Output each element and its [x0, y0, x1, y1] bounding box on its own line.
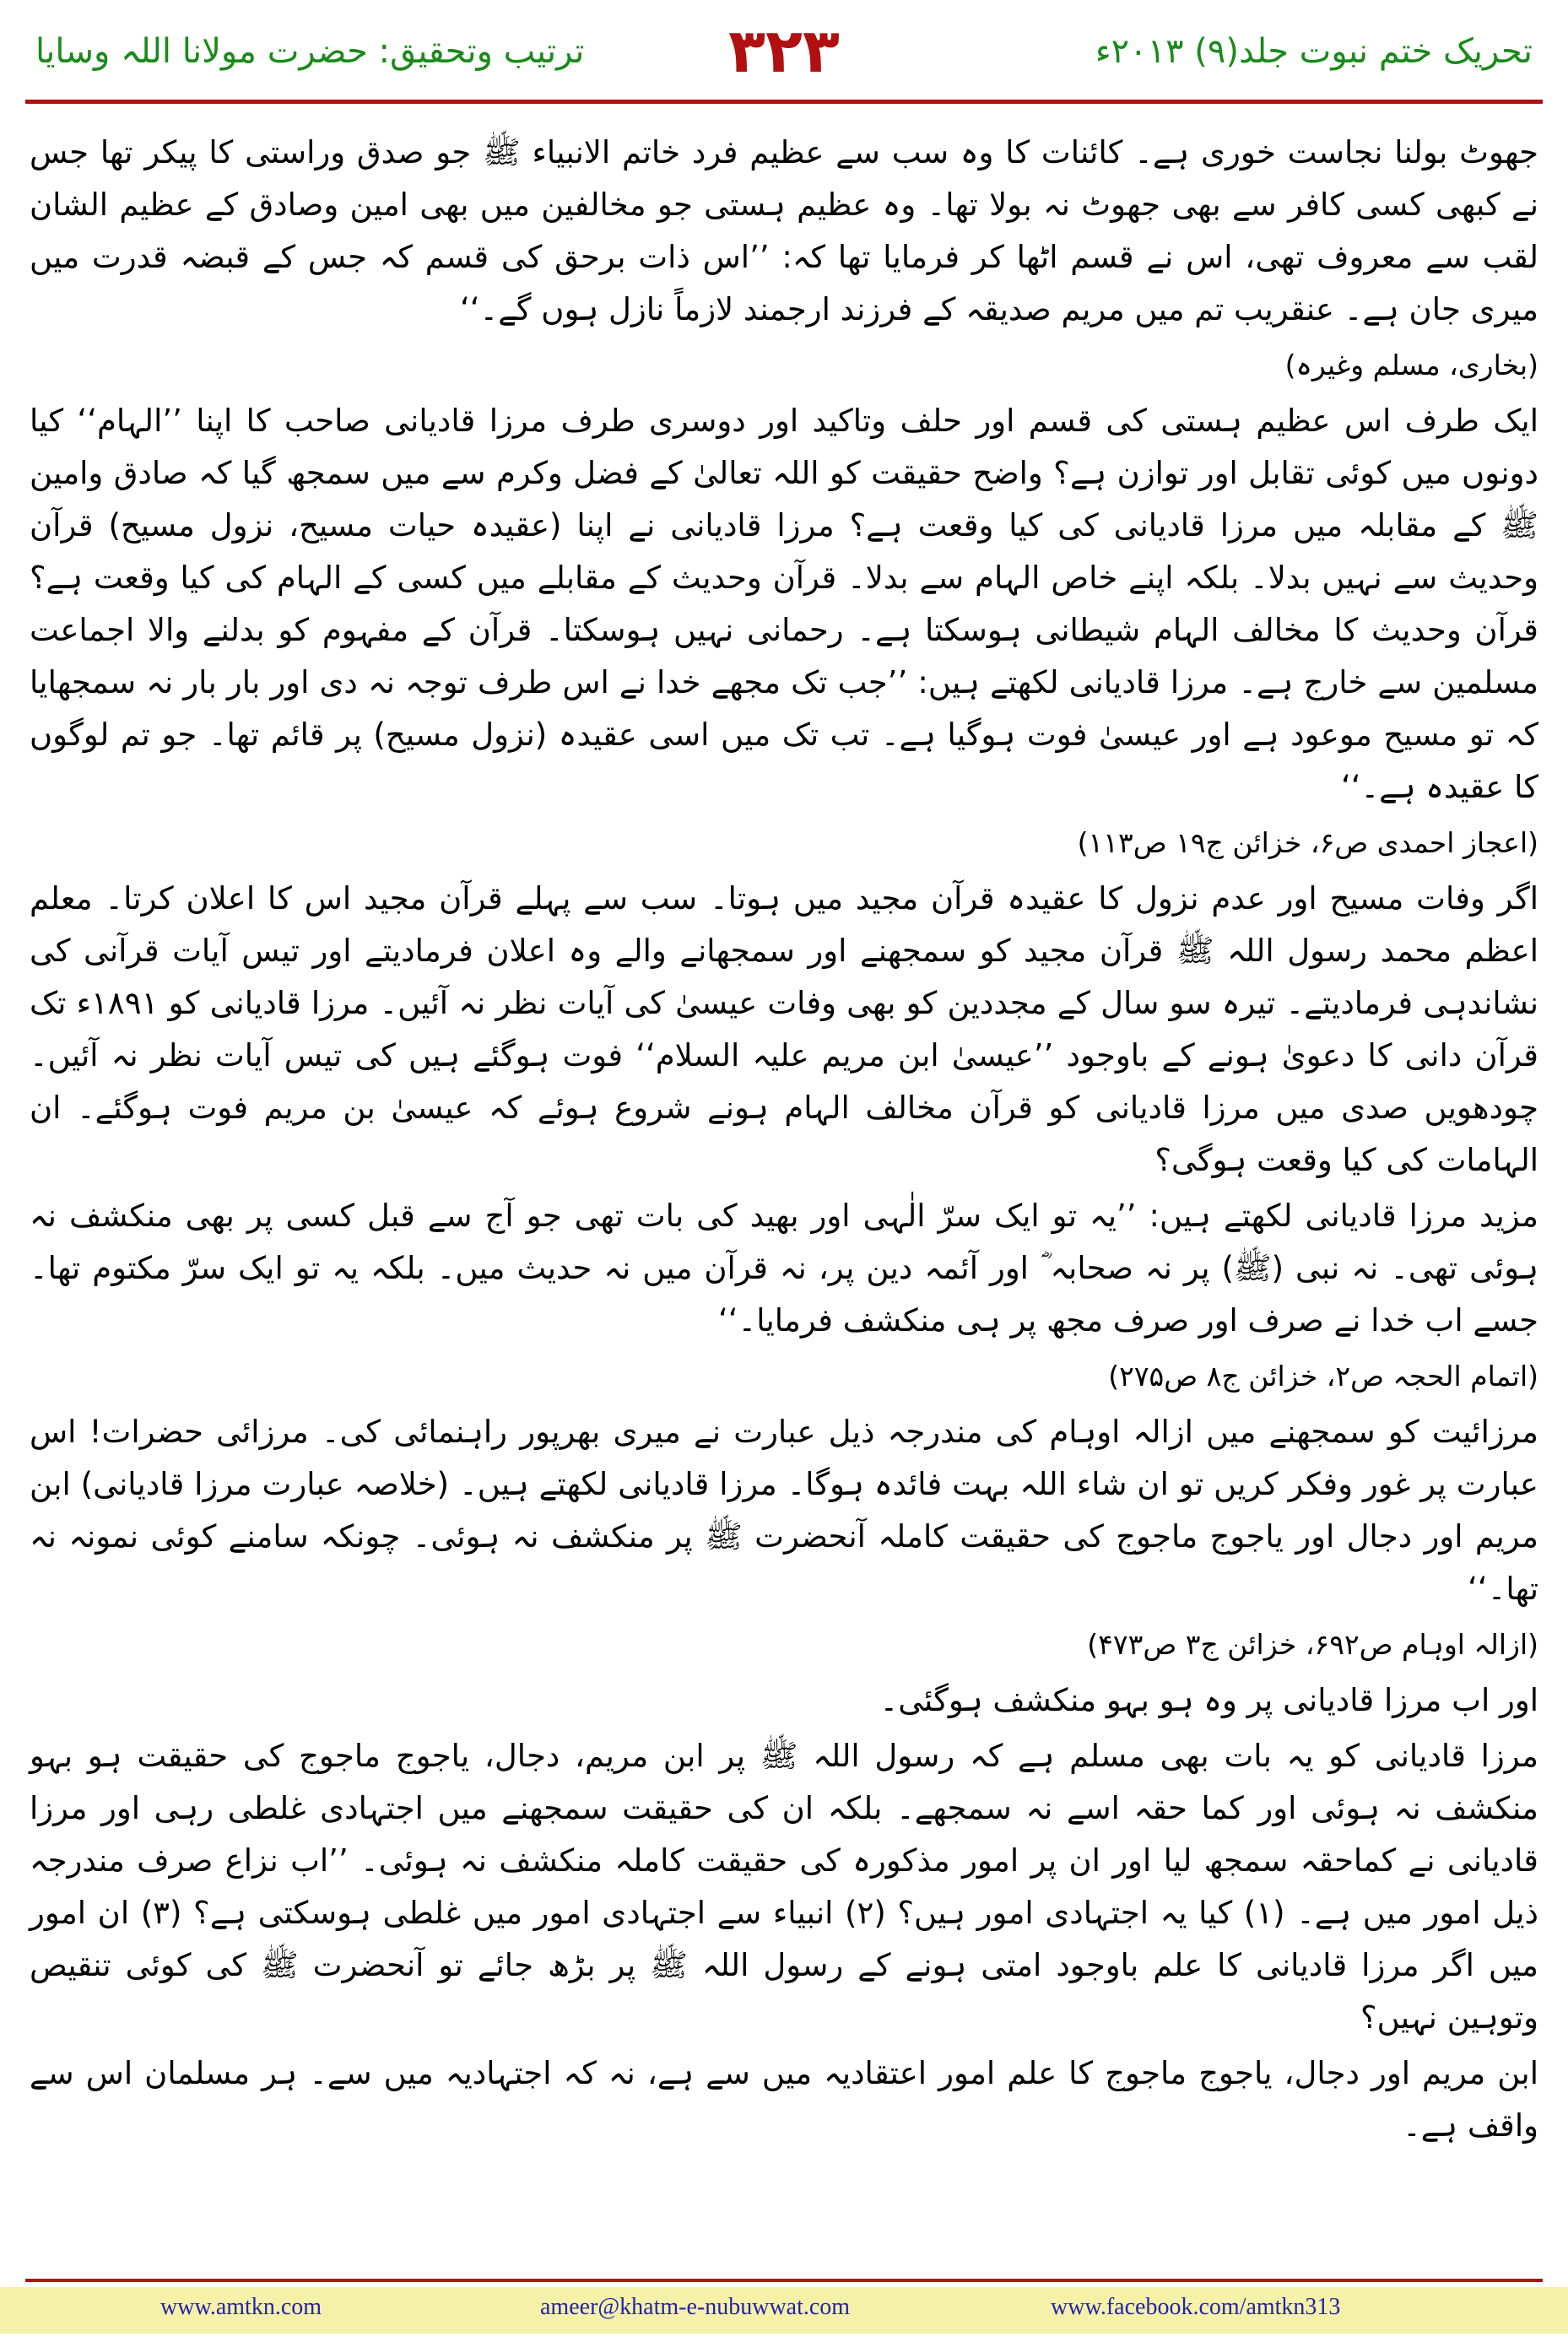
page-footer: [0, 2287, 1568, 2334]
paragraph-5: مرزائیت کو سمجھنے میں ازالہ اوہام کی مندرجہ ذیل عبارت نے میری بھرپور راہنمائی کی۔ مرزائی حضرات! اس عبارت پر غور وفکر کریں تو ان شاء اللہ بہت فائدہ ہوگا۔ مرزا قادیانی لکھتے ہیں۔ (خلاصہ عبارت مرزا قادیانی) ابن مریم اور دجال اور یاجوج ماجوج کی حقیقت کاملہ آنحضرت ﷺ پر منکشف نہ ہوئی۔ چونکہ سامنے کوئی نمونہ نہ تھا۔‘‘: [30, 1414, 1538, 1607]
facebook-link[interactable]: www.facebook.com/amtkn313: [1051, 2294, 1341, 2320]
paragraph-7: مرزا قادیانی کو یہ بات بھی مسلم ہے کہ رسول اللہ ﷺ پر ابن مریم، دجال، یاجوج ماجوج کی حقیقت ہو بہو منکشف نہ ہوئی اور کما حقہ اسے نہ سمجھے۔ بلکہ ان کی حقیقت سمجھنے میں اجتہادی غلطی رہی اور مرزا قادیانی نے کماحقہ سمجھ لیا اور ان پر امور مذکورہ کی حقیقت کاملہ منکشف نہ ہوئی۔ ’’اب نزاع صرف مندرجہ ذیل امور میں ہے۔ (۱) کیا یہ اجتہادی امور ہیں؟ (۲) انبیاء سے اجتہادی امور میں غلطی ہوسکتی ہے؟ (۳) ان امور میں اگر مرزا قادیانی کا علم باوجود امتی ہونے کے رسول اللہ ﷺ پر بڑھ جائے تو آنحضرت ﷺ کی کوئی تنقیص وتوہین نہیں؟: [30, 1738, 1538, 2036]
paragraph-4: مزید مرزا قادیانی لکھتے ہیں: ’’یہ تو ایک سرّ الٰہی اور بھید کی بات تھی جو آج سے قبل کسی پر بھی منکشف نہ ہوئی تھی۔ نہ نبی (ﷺ) پر نہ صحابہ ؓ اور آئمہ دین پر، نہ قرآن میں نہ حدیث میں۔ بلکہ یہ تو ایک سرّ مکتوم تھا۔ جسے اب خدا نے صرف اور صرف مجھ پر ہی منکشف فرمایا۔‘‘: [30, 1198, 1538, 1339]
page-body: [30, 127, 1538, 2155]
reference-4: (ازالہ اوہام ص۶۹۲، خزائن ج۳ ص۴۷۳): [1087, 1628, 1538, 1661]
header-divider: [25, 100, 1543, 104]
reference-2: (اعجاز احمدی ص۶، خزائن ج۱۹ ص۱۱۳): [1077, 826, 1538, 859]
book-title: تحریک ختم نبوت جلد(۹) ۲۰۱۳ء: [1095, 32, 1533, 71]
page-header: [0, 0, 1568, 114]
email-link[interactable]: ameer@khatm-e-nubuwwat.com: [540, 2294, 851, 2320]
website-link[interactable]: www.amtkn.com: [160, 2294, 322, 2320]
reference-3: (اتمام الحجہ ص۲، خزائن ج۸ ص۲۷۵): [1108, 1360, 1538, 1393]
paragraph-1: جھوٹ بولنا نجاست خوری ہے۔ کائنات کا وہ سب سے عظیم فرد خاتم الانبیاء ﷺ جو صدق وراستی کا پیکر تھا جس نے کبھی کسی کافر سے بھی جھوٹ نہ بولا تھا۔ وہ عظیم ہستی جو مخالفین میں بھی امین وصادق کے عظیم الشان لقب سے معروف تھی، اس نے قسم اٹھا کر فرمایا تھا کہ: ’’اس ذات برحق کی قسم کہ جس کے قبضہ قدرت میں میری جان ہے۔ عنقریب تم میں مریم صدیقہ کے فرزند ارجمند لازماً نازل ہوں گے۔‘‘: [30, 134, 1538, 327]
compiler-credit: ترتیب وتحقیق: حضرت مولانا اللہ وسایا: [35, 32, 585, 71]
paragraph-2: ایک طرف اس عظیم ہستی کی قسم اور حلف وتاکید اور دوسری طرف مرزا قادیانی صاحب کا اپنا ’’الہام‘‘ کیا دونوں میں کوئی تقابل اور توازن ہے؟ واضح حقیقت کو اللہ تعالیٰ کے فضل وکرم سے میں سمجھ گیا کہ صادق وامین ﷺ کے مقابلہ میں مرزا قادیانی کی کیا وقعت ہے؟ مرزا قادیانی نے اپنا (عقیدہ حیات مسیح، نزول مسیح) قرآن وحدیث سے نہیں بدلا۔ بلکہ اپنے خاص الہام سے بدلا۔ قرآن وحدیث کے مقابلے میں کسی کے الہام کی کیا وقعت ہے؟ قرآن وحدیث کا مخالف الہام شیطانی ہوسکتا ہے۔ رحمانی نہیں ہوسکتا۔ قرآن کے مفہوم کو بدلنے والا اجماعت مسلمین سے خارج ہے۔ مرزا قادیانی لکھتے ہیں: ’’جب تک مجھے خدا نے اس طرف توجہ نہ دی اور بار بار نہ سمجھایا کہ تو مسیح موعود ہے اور عیسیٰ فوت ہوگیا ہے۔ تب تک میں اسی عقیدہ (نزول مسیح) پر قائم تھا۔ جو تم لوگوں کا عقیدہ ہے۔‘‘: [30, 403, 1538, 805]
paragraph-8: ابن مریم اور دجال، یاجوج ماجوج کا علم امور اعتقادیہ میں سے ہے، نہ کہ اجتہادیہ میں سے۔ ہر مسلمان اس سے واقف ہے۔: [30, 2055, 1538, 2144]
paragraph-3: اگر وفات مسیح اور عدم نزول کا عقیدہ قرآن مجید میں ہوتا۔ سب سے پہلے قرآن مجید اس کا اعلان کرتا۔ معلم اعظم محمد رسول اللہ ﷺ قرآن مجید کو سمجھنے اور سمجھانے والے وہ اعلان فرمادیتے اور تیس آیات قرآنی کی نشاندہی فرمادیتے۔ تیرہ سو سال کے مجددین کو بھی وفات عیسیٰ کی آیات نظر نہ آئیں۔ مرزا قادیانی کو ۱۸۹۱ء تک قرآن دانی کا دعویٰ ہونے کے باوجود ’’عیسیٰ ابن مریم علیہ السلام‘‘ فوت ہوگئے ہیں کی تیس آیات نظر نہ آئیں۔ چودھویں صدی میں مرزا قادیانی کو قرآن مخالف الہام ہونے شروع ہوئے کہ عیسیٰ بن مریم فوت ہوگئے۔ ان الہامات کی کیا وقعت ہوگی؟: [30, 880, 1538, 1178]
footer-divider: [25, 2279, 1543, 2282]
page-number: ۳۲۳: [728, 15, 840, 86]
paragraph-6: اور اب مرزا قادیانی پر وہ ہو بہو منکشف ہوگئی۔: [879, 1682, 1538, 1718]
reference-1: (بخاری، مسلم وغیرہ): [1284, 349, 1538, 381]
